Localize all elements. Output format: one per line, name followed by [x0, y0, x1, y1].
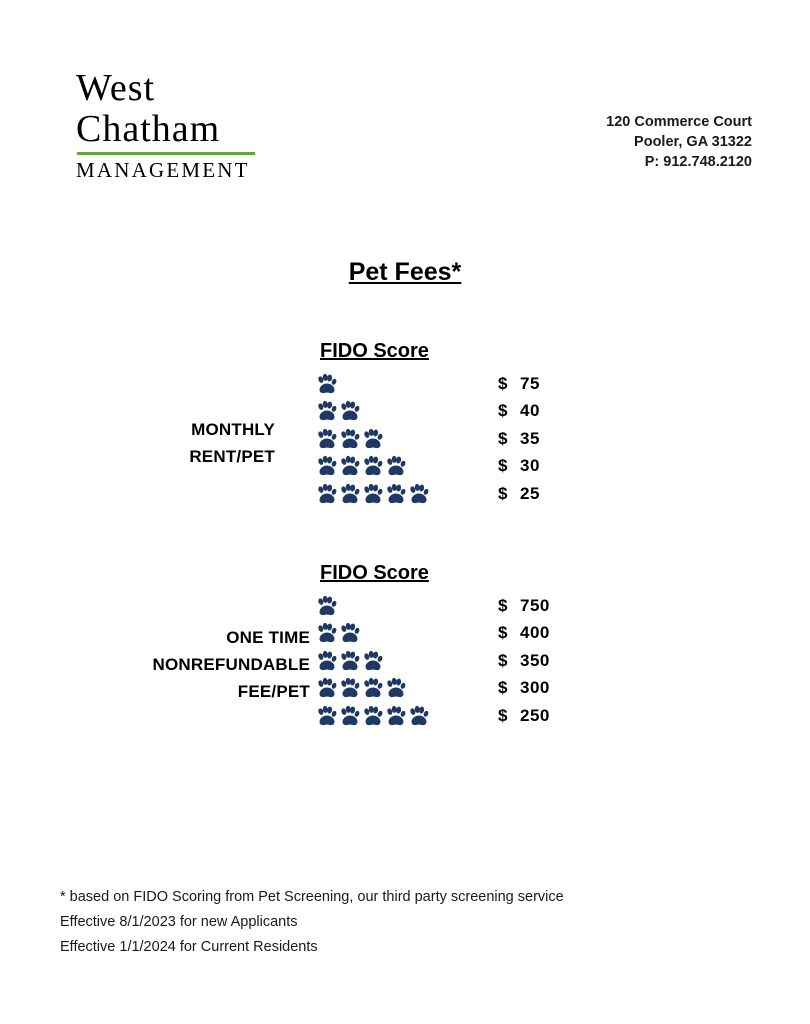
paw-print-icon	[385, 455, 407, 477]
fido-score-paws	[316, 483, 506, 505]
logo-line-west: West	[76, 67, 156, 109]
footnote-line: Effective 8/1/2023 for new Applicants	[60, 914, 298, 930]
fee-row	[316, 647, 550, 675]
paw-print-icon	[362, 677, 384, 699]
currency-symbol: $	[498, 483, 508, 503]
fee-row	[316, 592, 550, 620]
fido-score-paws	[316, 650, 506, 672]
paw-print-icon	[339, 455, 361, 477]
amount-value: 25	[520, 483, 540, 503]
paw-print-icon	[316, 400, 338, 422]
fido-score-paws	[316, 622, 506, 644]
fee-row	[316, 370, 540, 398]
amount-value: 400	[520, 623, 550, 643]
currency-symbol: $	[498, 595, 508, 615]
section-label-monthly-rent	[60, 416, 275, 470]
fido-score-header: FIDO Score	[320, 340, 429, 362]
paw-print-icon	[316, 650, 338, 672]
fee-amount	[498, 425, 540, 453]
logo-divider-rule	[77, 152, 255, 155]
amount-value: 35	[520, 428, 540, 448]
paw-print-icon	[408, 705, 430, 727]
paw-print-icon	[316, 622, 338, 644]
amount-value: 40	[520, 401, 540, 421]
paw-print-icon	[339, 677, 361, 699]
paw-print-icon	[339, 622, 361, 644]
fido-score-header: FIDO Score	[320, 562, 429, 584]
paw-print-icon	[339, 428, 361, 450]
fido-score-paws	[316, 428, 506, 450]
footnotes	[60, 885, 564, 960]
fee-amount	[498, 592, 550, 620]
section-label-line: RENT/PET	[189, 447, 275, 466]
fido-score-paws	[316, 595, 506, 617]
paw-print-icon	[316, 677, 338, 699]
fee-row	[316, 620, 550, 648]
paw-print-icon	[339, 483, 361, 505]
company-address	[606, 112, 752, 172]
fido-score-paws	[316, 677, 506, 699]
paw-print-icon	[316, 428, 338, 450]
fee-amount	[498, 480, 540, 508]
fido-score-paws	[316, 373, 506, 395]
paw-print-icon	[339, 705, 361, 727]
fee-row	[316, 398, 540, 426]
fido-score-paws	[316, 455, 506, 477]
fee-rows-monthly	[316, 370, 540, 508]
footnote-line: * based on FIDO Scoring from Pet Screening, our third party screening service	[60, 889, 564, 905]
paw-print-icon	[385, 677, 407, 699]
fee-row	[316, 480, 540, 508]
fee-amount	[498, 453, 540, 481]
amount-value: 30	[520, 456, 540, 476]
paw-print-icon	[316, 705, 338, 727]
currency-symbol: $	[498, 650, 508, 670]
address-city-state-zip: Pooler, GA 31322	[634, 134, 752, 150]
section-label-line: FEE/PET	[237, 682, 310, 701]
section-label-one-time-fee	[40, 624, 310, 705]
paw-print-icon	[339, 650, 361, 672]
fee-amount	[498, 370, 540, 398]
page-title	[0, 258, 810, 287]
paw-print-icon	[385, 483, 407, 505]
fee-amount	[498, 398, 540, 426]
currency-symbol: $	[498, 428, 508, 448]
page-title-text: Pet Fees	[348, 258, 452, 286]
fee-amount	[498, 647, 550, 675]
section-label-line: NONREFUNDABLE	[152, 655, 310, 674]
paw-print-icon	[362, 483, 384, 505]
fido-score-paws	[316, 705, 506, 727]
page-title-asterisk: *	[451, 258, 462, 286]
paw-print-icon	[316, 483, 338, 505]
paw-print-icon	[339, 400, 361, 422]
logo-line-chatham: Chatham	[76, 108, 221, 150]
currency-symbol: $	[498, 678, 508, 698]
section-label-line: MONTHLY	[191, 420, 275, 439]
fee-row	[316, 702, 550, 730]
amount-value: 300	[520, 678, 550, 698]
paw-print-icon	[362, 455, 384, 477]
currency-symbol: $	[498, 456, 508, 476]
amount-value: 75	[520, 373, 540, 393]
fee-row	[316, 675, 550, 703]
logo-line-management: MANAGEMENT	[76, 158, 250, 182]
fido-score-paws	[316, 400, 506, 422]
footnote-line: Effective 1/1/2024 for Current Residents	[60, 939, 318, 955]
fee-amount	[498, 620, 550, 648]
address-phone: P: 912.748.2120	[644, 154, 752, 170]
fee-row	[316, 453, 540, 481]
currency-symbol: $	[498, 373, 508, 393]
paw-print-icon	[362, 705, 384, 727]
paw-print-icon	[385, 705, 407, 727]
paw-print-icon	[408, 483, 430, 505]
currency-symbol: $	[498, 705, 508, 725]
section-label-line: ONE TIME	[226, 628, 310, 647]
fee-amount	[498, 675, 550, 703]
currency-symbol: $	[498, 623, 508, 643]
amount-value: 250	[520, 705, 550, 725]
currency-symbol: $	[498, 401, 508, 421]
fee-row	[316, 425, 540, 453]
paw-print-icon	[362, 650, 384, 672]
paw-print-icon	[316, 455, 338, 477]
amount-value: 750	[520, 595, 550, 615]
amount-value: 350	[520, 650, 550, 670]
fee-amount	[498, 702, 550, 730]
fee-rows-one-time	[316, 592, 550, 730]
company-logo	[76, 68, 336, 183]
address-street: 120 Commerce Court	[606, 114, 752, 130]
paw-print-icon	[362, 428, 384, 450]
paw-print-icon	[316, 373, 338, 395]
paw-print-icon	[316, 595, 338, 617]
